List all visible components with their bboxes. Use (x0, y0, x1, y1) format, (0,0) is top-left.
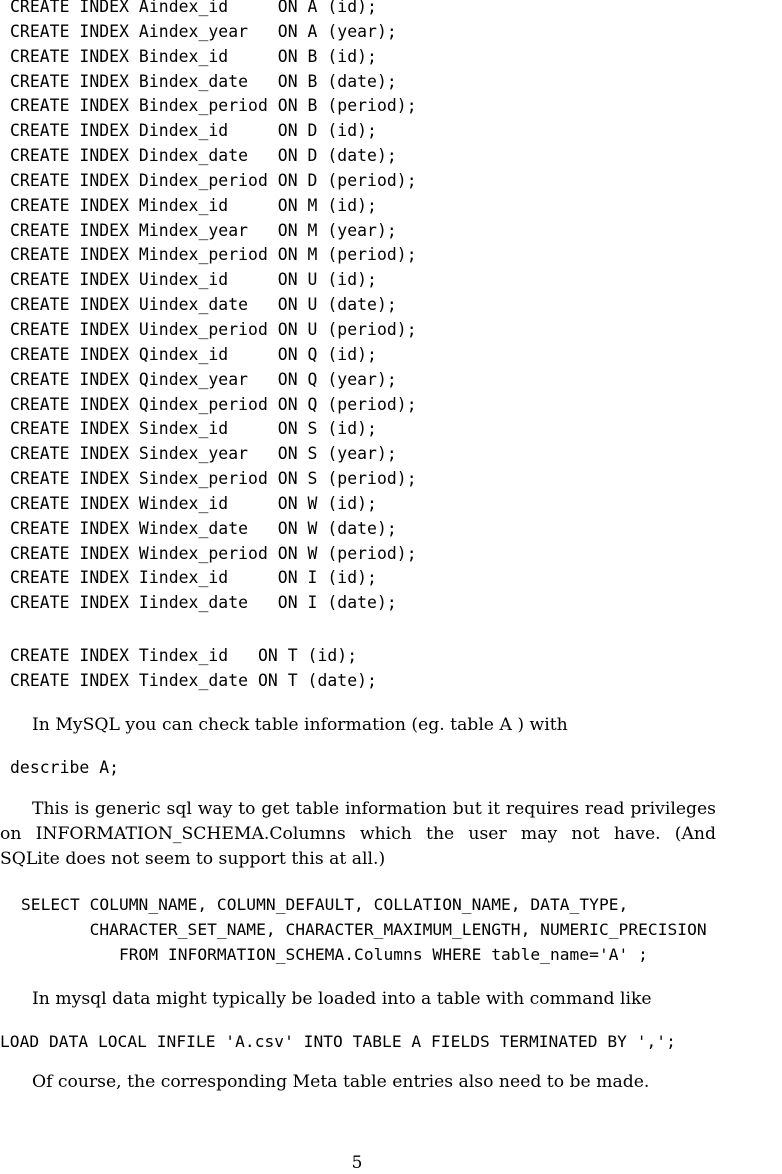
create-index-line: CREATE INDEX Aindex_id ON A (id); (10, 0, 377, 16)
create-index-t-line: CREATE INDEX Tindex_id ON T (id); (10, 646, 358, 665)
load-data-code: LOAD DATA LOCAL INFILE 'A.csv' INTO TABLE A FIELDS TERMINATED BY ','; (0, 1032, 676, 1051)
create-index-line: CREATE INDEX Uindex_date ON U (date); (10, 295, 397, 315)
create-index-line: CREATE INDEX Sindex_period ON S (period); (10, 469, 417, 489)
create-index-line: CREATE INDEX Dindex_id ON D (id); (10, 121, 377, 141)
create-index-line: CREATE INDEX Bindex_period ON B (period); (10, 96, 417, 116)
create-index-line: CREATE INDEX Sindex_year ON S (year); (10, 444, 397, 464)
select-statement-line: SELECT COLUMN_NAME, COLUMN_DEFAULT, COLLATION_NAME, DATA_TYPE, (21, 895, 629, 914)
create-index-line: CREATE INDEX Sindex_id ON S (id); (10, 419, 377, 439)
select-information-schema-code (21, 893, 707, 968)
generic-sql-paragraph (0, 797, 716, 872)
create-index-line: CREATE INDEX Iindex_date ON I (date); (10, 593, 397, 613)
load-data-paragraph: In mysql data might typically be loaded into a table with command like (32, 989, 652, 1009)
create-index-line: CREATE INDEX Mindex_year ON M (year); (10, 220, 397, 240)
create-index-line: CREATE INDEX Bindex_date ON B (date); (10, 71, 397, 91)
generic-sql-line-3: SQLite does not seem to support this at all.) (0, 849, 386, 869)
create-index-line: CREATE INDEX Uindex_period ON U (period); (10, 319, 417, 339)
describe-code: describe A; (10, 758, 120, 777)
describe-paragraph: In MySQL you can check table information (eg. table A ) with (32, 715, 568, 735)
create-index-line: CREATE INDEX Iindex_id ON I (id); (10, 568, 377, 588)
create-index-line: CREATE INDEX Qindex_year ON Q (year); (10, 369, 397, 389)
create-index-line: CREATE INDEX Qindex_id ON Q (id); (10, 344, 377, 364)
create-index-line: CREATE INDEX Mindex_id ON M (id); (10, 195, 377, 215)
generic-sql-line-1: This is generic sql way to get table information but it requires read privileges (32, 799, 716, 819)
create-index-line: CREATE INDEX Dindex_date ON D (date); (10, 146, 397, 166)
create-index-line: CREATE INDEX Windex_id ON W (id); (10, 493, 377, 513)
page-number: 5 (351, 1153, 363, 1173)
create-index-line: CREATE INDEX Uindex_id ON U (id); (10, 270, 377, 290)
select-statement-line: CHARACTER_SET_NAME, CHARACTER_MAXIMUM_LENGTH, NUMERIC_PRECISION (21, 919, 707, 939)
generic-sql-line-2: on INFORMATION_SCHEMA.Columns which the user may not have. (And (0, 824, 716, 844)
create-index-t-line: CREATE INDEX Tindex_date ON T (date); (10, 670, 377, 690)
create-index-line: CREATE INDEX Aindex_year ON A (year); (10, 21, 397, 41)
select-statement-line: FROM INFORMATION_SCHEMA.Columns WHERE table_name='A' ; (21, 944, 648, 964)
create-index-line: CREATE INDEX Mindex_period ON M (period); (10, 245, 417, 265)
create-index-line: CREATE INDEX Bindex_id ON B (id); (10, 46, 377, 66)
create-index-code-block (10, 0, 417, 616)
create-index-line: CREATE INDEX Windex_period ON W (period); (10, 543, 417, 563)
meta-table-paragraph: Of course, the corresponding Meta table entries also need to be made. (32, 1072, 650, 1092)
create-index-t-code-block (10, 644, 377, 694)
create-index-line: CREATE INDEX Dindex_period ON D (period); (10, 170, 417, 190)
create-index-line: CREATE INDEX Qindex_period ON Q (period); (10, 394, 417, 414)
create-index-line: CREATE INDEX Windex_date ON W (date); (10, 518, 397, 538)
